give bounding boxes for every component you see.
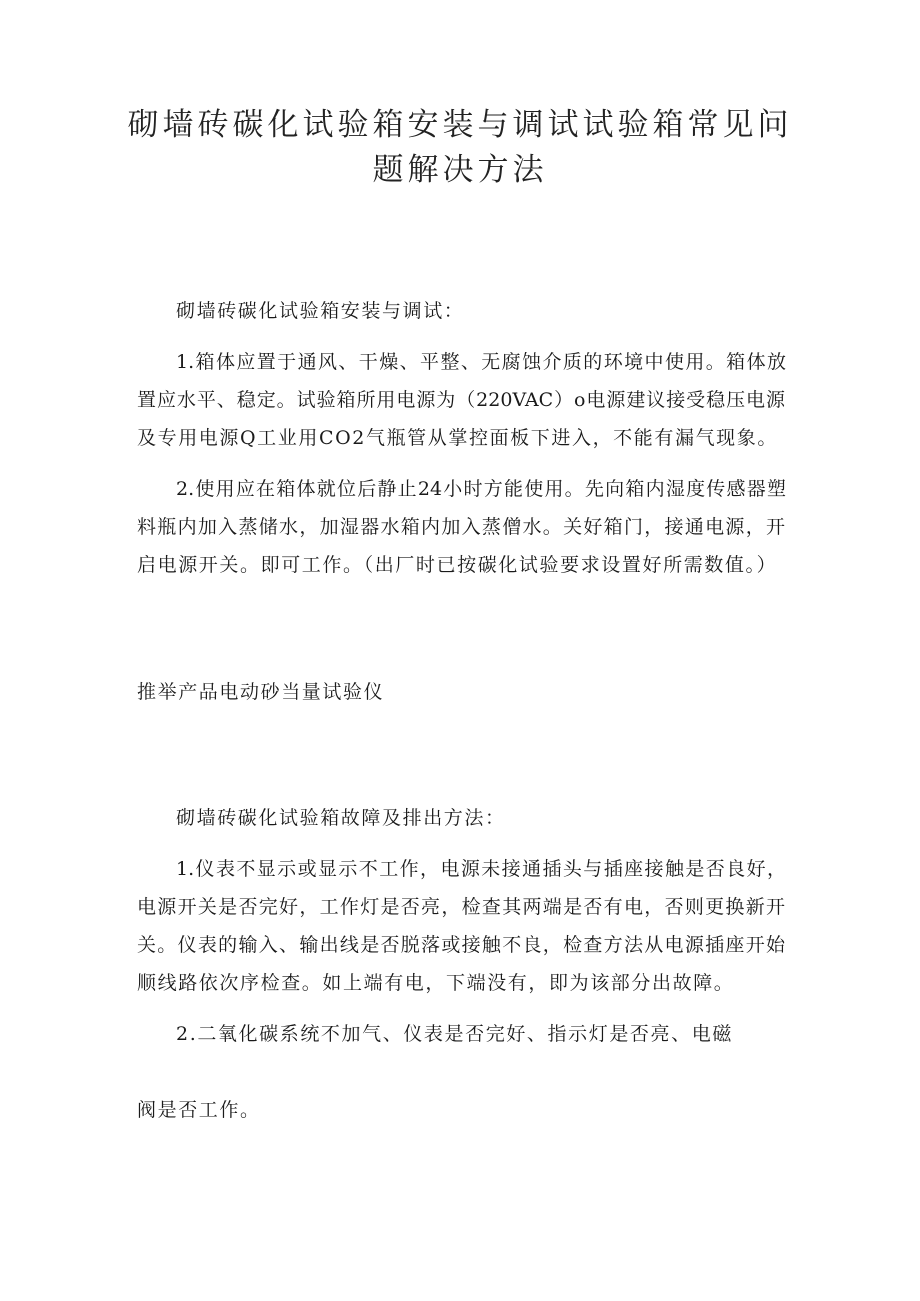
section1-item2-line2: 料瓶内加入蒸储水，加湿器水箱内加入蒸僧水。关好箱门，接通电源，开 <box>137 516 785 538</box>
section1-item2-line3: 启电源开关。即可工作。（出厂时已按碳化试验要求设置好所需数值。） <box>137 554 778 576</box>
section2-heading: 砌墙砖碳化试验箱故障及排出方法： <box>176 807 506 829</box>
title-line-1: 砌墙砖碳化试验箱安装与调试试验箱常见问 <box>127 107 793 143</box>
section2-item1-line3: 关。仪表的输入、输出线是否脱落或接触不良，检查方法从电源插座开始 <box>137 934 785 956</box>
section2-item1-line4: 顺线路依次序检查。如上端有电，下端没有，即为该部分出故障。 <box>137 972 735 994</box>
section2-item1-line1: 1.仪表不显示或显示不工作，电源未接通插头与插座接触是否良好， <box>176 858 786 880</box>
section1-item1-line2: 置应水平、稳定。试验箱所用电源为（220VAC）o电源建议接受稳压电源 <box>137 389 785 411</box>
section1-item1-line1: 1.箱体应置于通风、干燥、平整、无腐蚀介质的环境中使用。箱体放 <box>176 351 786 373</box>
section2-item1-line2: 电源开关是否完好，工作灯是否亮，检查其两端是否有电，否则更换新开 <box>137 896 785 918</box>
section1-item1-line3: 及专用电源Q工业用CO2气瓶管从掌控面板下进入，不能有漏气现象。 <box>137 427 778 449</box>
title-line-2: 题解决方法 <box>372 152 548 188</box>
recommended-product: 推举产品电动砂当量试验仪 <box>137 681 385 703</box>
section2-continuation: 阀是否工作。 <box>137 1099 261 1121</box>
section2-item2-line1: 2.二氧化碳系统不加气、仪表是否完好、指示灯是否亮、电磁 <box>176 1023 733 1045</box>
section1-heading: 砌墙砖碳化试验箱安装与调试： <box>176 300 465 322</box>
section1-item2-line1: 2.使用应在箱体就位后静止24小时方能使用。先向箱内湿度传感器塑 <box>176 478 786 500</box>
